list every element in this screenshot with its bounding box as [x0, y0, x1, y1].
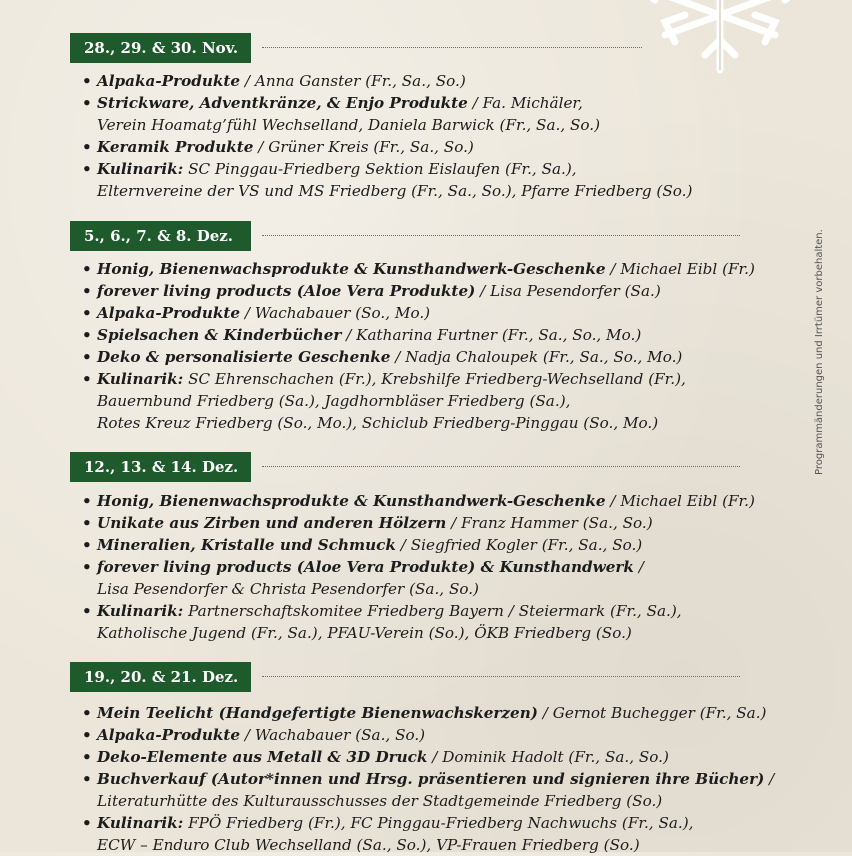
list-item: • Keramik Produkte / Grüner Kreis (Fr., Sa., So.) [82, 136, 692, 158]
item-list [82, 702, 774, 856]
list-item: • Alpaka-Produkte / Wachabauer (So., Mo.) [82, 302, 755, 324]
date-badge: 28., 29. & 30. Nov. [70, 33, 251, 63]
item-list [82, 70, 692, 202]
date-badge: 19., 20. & 21. Dez. [70, 662, 251, 692]
section-week-4 [0, 662, 852, 854]
list-item: • Honig, Bienenwachsprodukte & Kunsthandwerk-Geschenke / Michael Eibl (Fr.) [82, 490, 755, 512]
section-header [0, 452, 852, 482]
dotted-divider [262, 235, 740, 236]
list-item: • Strickware, Adventkränze, & Enjo Produkte / Fa. Michäler, Verein Hoamatg’fühl Wechselland, Daniela Barwick (Fr., Sa., So.) [82, 92, 692, 136]
date-badge: 12., 13. & 14. Dez. [70, 452, 251, 482]
list-item: • Kulinarik: SC Pinggau-Friedberg Sektion Eislaufen (Fr., Sa.), Elternvereine der VS und MS Friedberg (Fr., Sa., So.), Pfarre Friedberg (So.) [82, 158, 692, 202]
list-item: • forever living products (Aloe Vera Produkte) & Kunsthandwerk / Lisa Pesendorfer & Christa Pesendorfer (Sa., So.) [82, 556, 755, 600]
list-item: • Spielsachen & Kinderbücher / Katharina Furtner (Fr., Sa., So., Mo.) [82, 324, 755, 346]
list-item: • Mein Teelicht (Handgefertigte Bienenwachskerzen) / Gernot Buchegger (Fr., Sa.) [82, 702, 774, 724]
list-item: • Unikate aus Zirben und anderen Hölzern / Franz Hammer (Sa., So.) [82, 512, 755, 534]
item-list [82, 258, 755, 434]
list-item: • Kulinarik: Partnerschaftskomitee Friedberg Bayern / Steiermark (Fr., Sa.), Katholische Jugend (Fr., Sa.), PFAU-Verein (So.), ÖKB Friedberg (So.) [82, 600, 755, 644]
list-item: • Kulinarik: FPÖ Friedberg (Fr.), FC Pinggau-Friedberg Nachwuchs (Fr., Sa.), ECW – Enduro Club Wechselland (Sa., So.), VP-Frauen Friedberg (So.) [82, 812, 774, 856]
dotted-divider [262, 466, 740, 467]
list-item: • Deko-Elemente aus Metall & 3D Druck / Dominik Hadolt (Fr., Sa., So.) [82, 746, 774, 768]
disclaimer-note: Programmänderungen und Irrtümer vorbehalten. [814, 229, 825, 475]
section-header [0, 662, 852, 692]
list-item: • Alpaka-Produkte / Wachabauer (Sa., So.) [82, 724, 774, 746]
dotted-divider [262, 676, 740, 677]
list-item: • Buchverkauf (Autor*innen und Hrsg. präsentieren und signieren ihre Bücher) / Literaturhütte des Kulturausschusses der Stadtgemeinde Friedberg (So.) [82, 768, 774, 812]
section-header [0, 221, 852, 251]
list-item: • Deko & personalisierte Geschenke / Nadja Chaloupek (Fr., Sa., So., Mo.) [82, 346, 755, 368]
section-header [0, 33, 852, 63]
list-item: • Kulinarik: SC Ehrenschachen (Fr.), Krebshilfe Friedberg-Wechselland (Fr.), Bauernbund Friedberg (Sa.), Jagdhornbläser Friedberg (Sa.), Rotes Kreuz Friedberg (So., Mo.), Schiclub Friedberg-Pinggau (So., Mo.) [82, 368, 755, 434]
item-list [82, 490, 755, 644]
list-item: • Mineralien, Kristalle und Schmuck / Siegfried Kogler (Fr., Sa., So.) [82, 534, 755, 556]
list-item: • forever living products (Aloe Vera Produkte) / Lisa Pesendorfer (Sa.) [82, 280, 755, 302]
date-badge: 5., 6., 7. & 8. Dez. [70, 221, 251, 251]
section-week-3 [0, 452, 852, 642]
list-item: • Alpaka-Produkte / Anna Ganster (Fr., Sa., So.) [82, 70, 692, 92]
list-item: • Honig, Bienenwachsprodukte & Kunsthandwerk-Geschenke / Michael Eibl (Fr.) [82, 258, 755, 280]
section-week-1 [0, 33, 852, 200]
dotted-divider [262, 47, 642, 48]
